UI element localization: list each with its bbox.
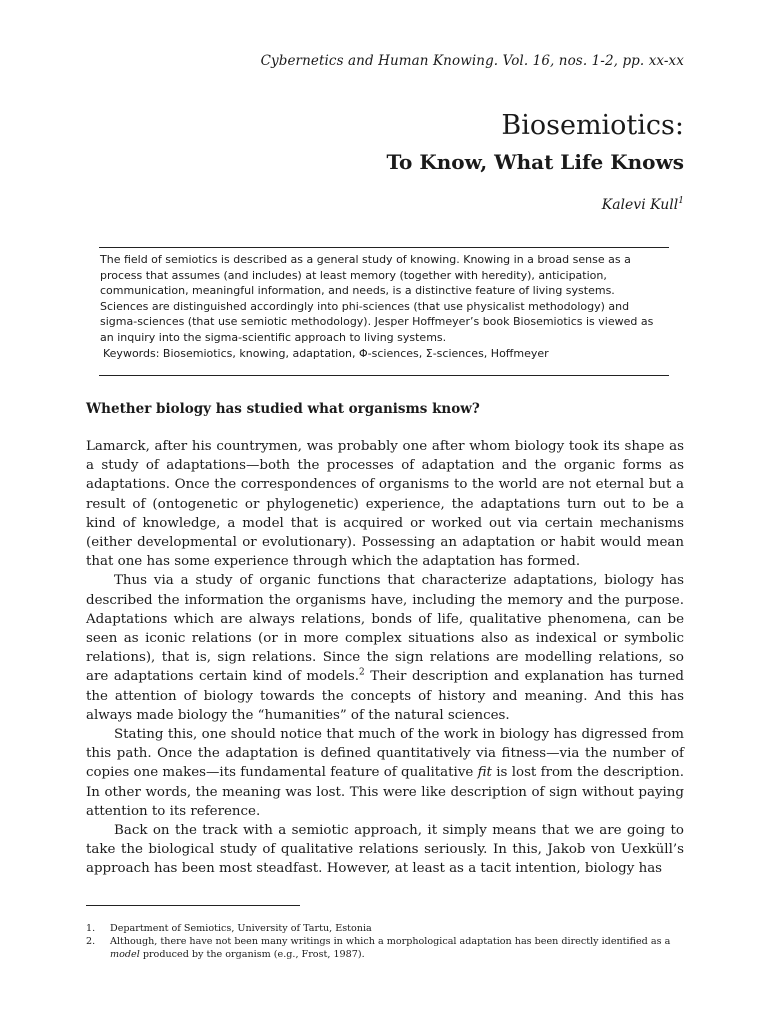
footnote-2-emphasis: model [110,949,140,960]
paragraph-2-part-a: Thus via a study of organic functions that characterize adaptations, biology has described the information the organisms have, including the memory and the purpose. Adaptations which are always relations, bonds of life, qualitative phenomena, can be seen as iconic relations (or in more complex situations also as indexical or symbolic relations), that is, sign relations. Since the sign relations are modelling relations, so are adaptations certain kind of models. [86,573,684,685]
paragraph-3-part-b: is lost from the description. In other words, the meaning was lost. This were like description of sign without paying attention to its reference. [86,765,685,819]
section-heading: Whether biology has studied what organisms know? [86,401,480,417]
abstract-text: The field of semiotics is described as a general study of knowing. Knowing in a broad sense as a process that assumes (and includes) at least memory (together with heredity), anticipation, communication, meaningful information, and needs, is a distinctive feature of living systems. Sciences are distinguished accordingly into phi-sciences (that use physicalist methodology) and sigma-sciences (that use semiotic methodology). Jesper Hoffmeyer’s book Biosemiotics is viewed as an inquiry into the sigma-scientific approach to living systems. [100,253,654,344]
article-subtitle: To Know, What Life Knows [386,150,684,174]
footnote-2-number: 2. [86,936,96,947]
journal-citation: Cybernetics and Human Knowing. Vol. 16, nos. 1-2, pp. xx-xx [260,53,684,69]
body-text [86,437,684,879]
author-footnote-marker: 1 [678,196,684,206]
paragraph-4: Back on the track with a semiotic approach, it simply means that we are going to take the biological study of qualitative relations seriously. In this, Jakob von Uexküll’s approach has been most steadfast. However, at least as a tacit intention, biology has [86,823,684,877]
author-name [602,196,684,213]
paragraph-2-part-b: Their description and explanation has turned the attention of biology towards the concepts of history and meaning. And this has always made biology the “humanities” of the natural sciences. [86,669,684,723]
article-title: Biosemiotics: [501,110,684,141]
paragraph-3-emphasis: fit [477,765,492,781]
footnote-1 [86,922,686,935]
footnote-rule [86,905,300,906]
footnote-2-text-b: produced by the organism (e.g., Frost, 1987). [139,949,365,960]
author-text: Kalevi Kull [601,197,679,213]
abstract-keywords: Keywords: Biosemiotics, knowing, adaptation, Φ-sciences, Σ-sciences, Hoffmeyer [103,346,549,360]
footnotes [86,922,686,961]
footnote-1-text: Department of Semiotics, University of Tartu, Estonia [110,923,372,934]
paragraph-3-part-a: Stating this, one should notice that much of the work in biology has digressed from this path. Once the adaptation is defined quantitatively via fitness—via the number of copies one makes—its fundamental feature of qualitative [86,727,684,781]
abstract-top-rule [99,247,669,248]
footnote-2 [86,935,686,961]
paragraph-1: Lamarck, after his countrymen, was probably one after whom biology took its shape as a study of adaptations—both the processes of adaptation and the organic forms as adaptations. Once the correspondences of organisms to the world are not eternal but a result of (ontogenetic or phylogenetic) experience, the adaptations turn out to be a kind of knowledge, a model that is acquired or worked out via certain mechanisms (either developmental or evolutionary). Possessing an adaptation or habit would mean that one has some experience through which the adaptation has formed. [86,439,684,570]
abstract-block [100,252,660,361]
footnote-2-text-a: Although, there have not been many writings in which a morphological adaptation has been directly identified as a [110,936,671,947]
paragraph-3 [86,725,684,821]
abstract-bottom-rule [99,375,669,376]
footnote-1-number: 1. [86,923,96,934]
paragraph-2 [86,571,684,725]
footnote-marker-2: 2 [359,667,365,678]
